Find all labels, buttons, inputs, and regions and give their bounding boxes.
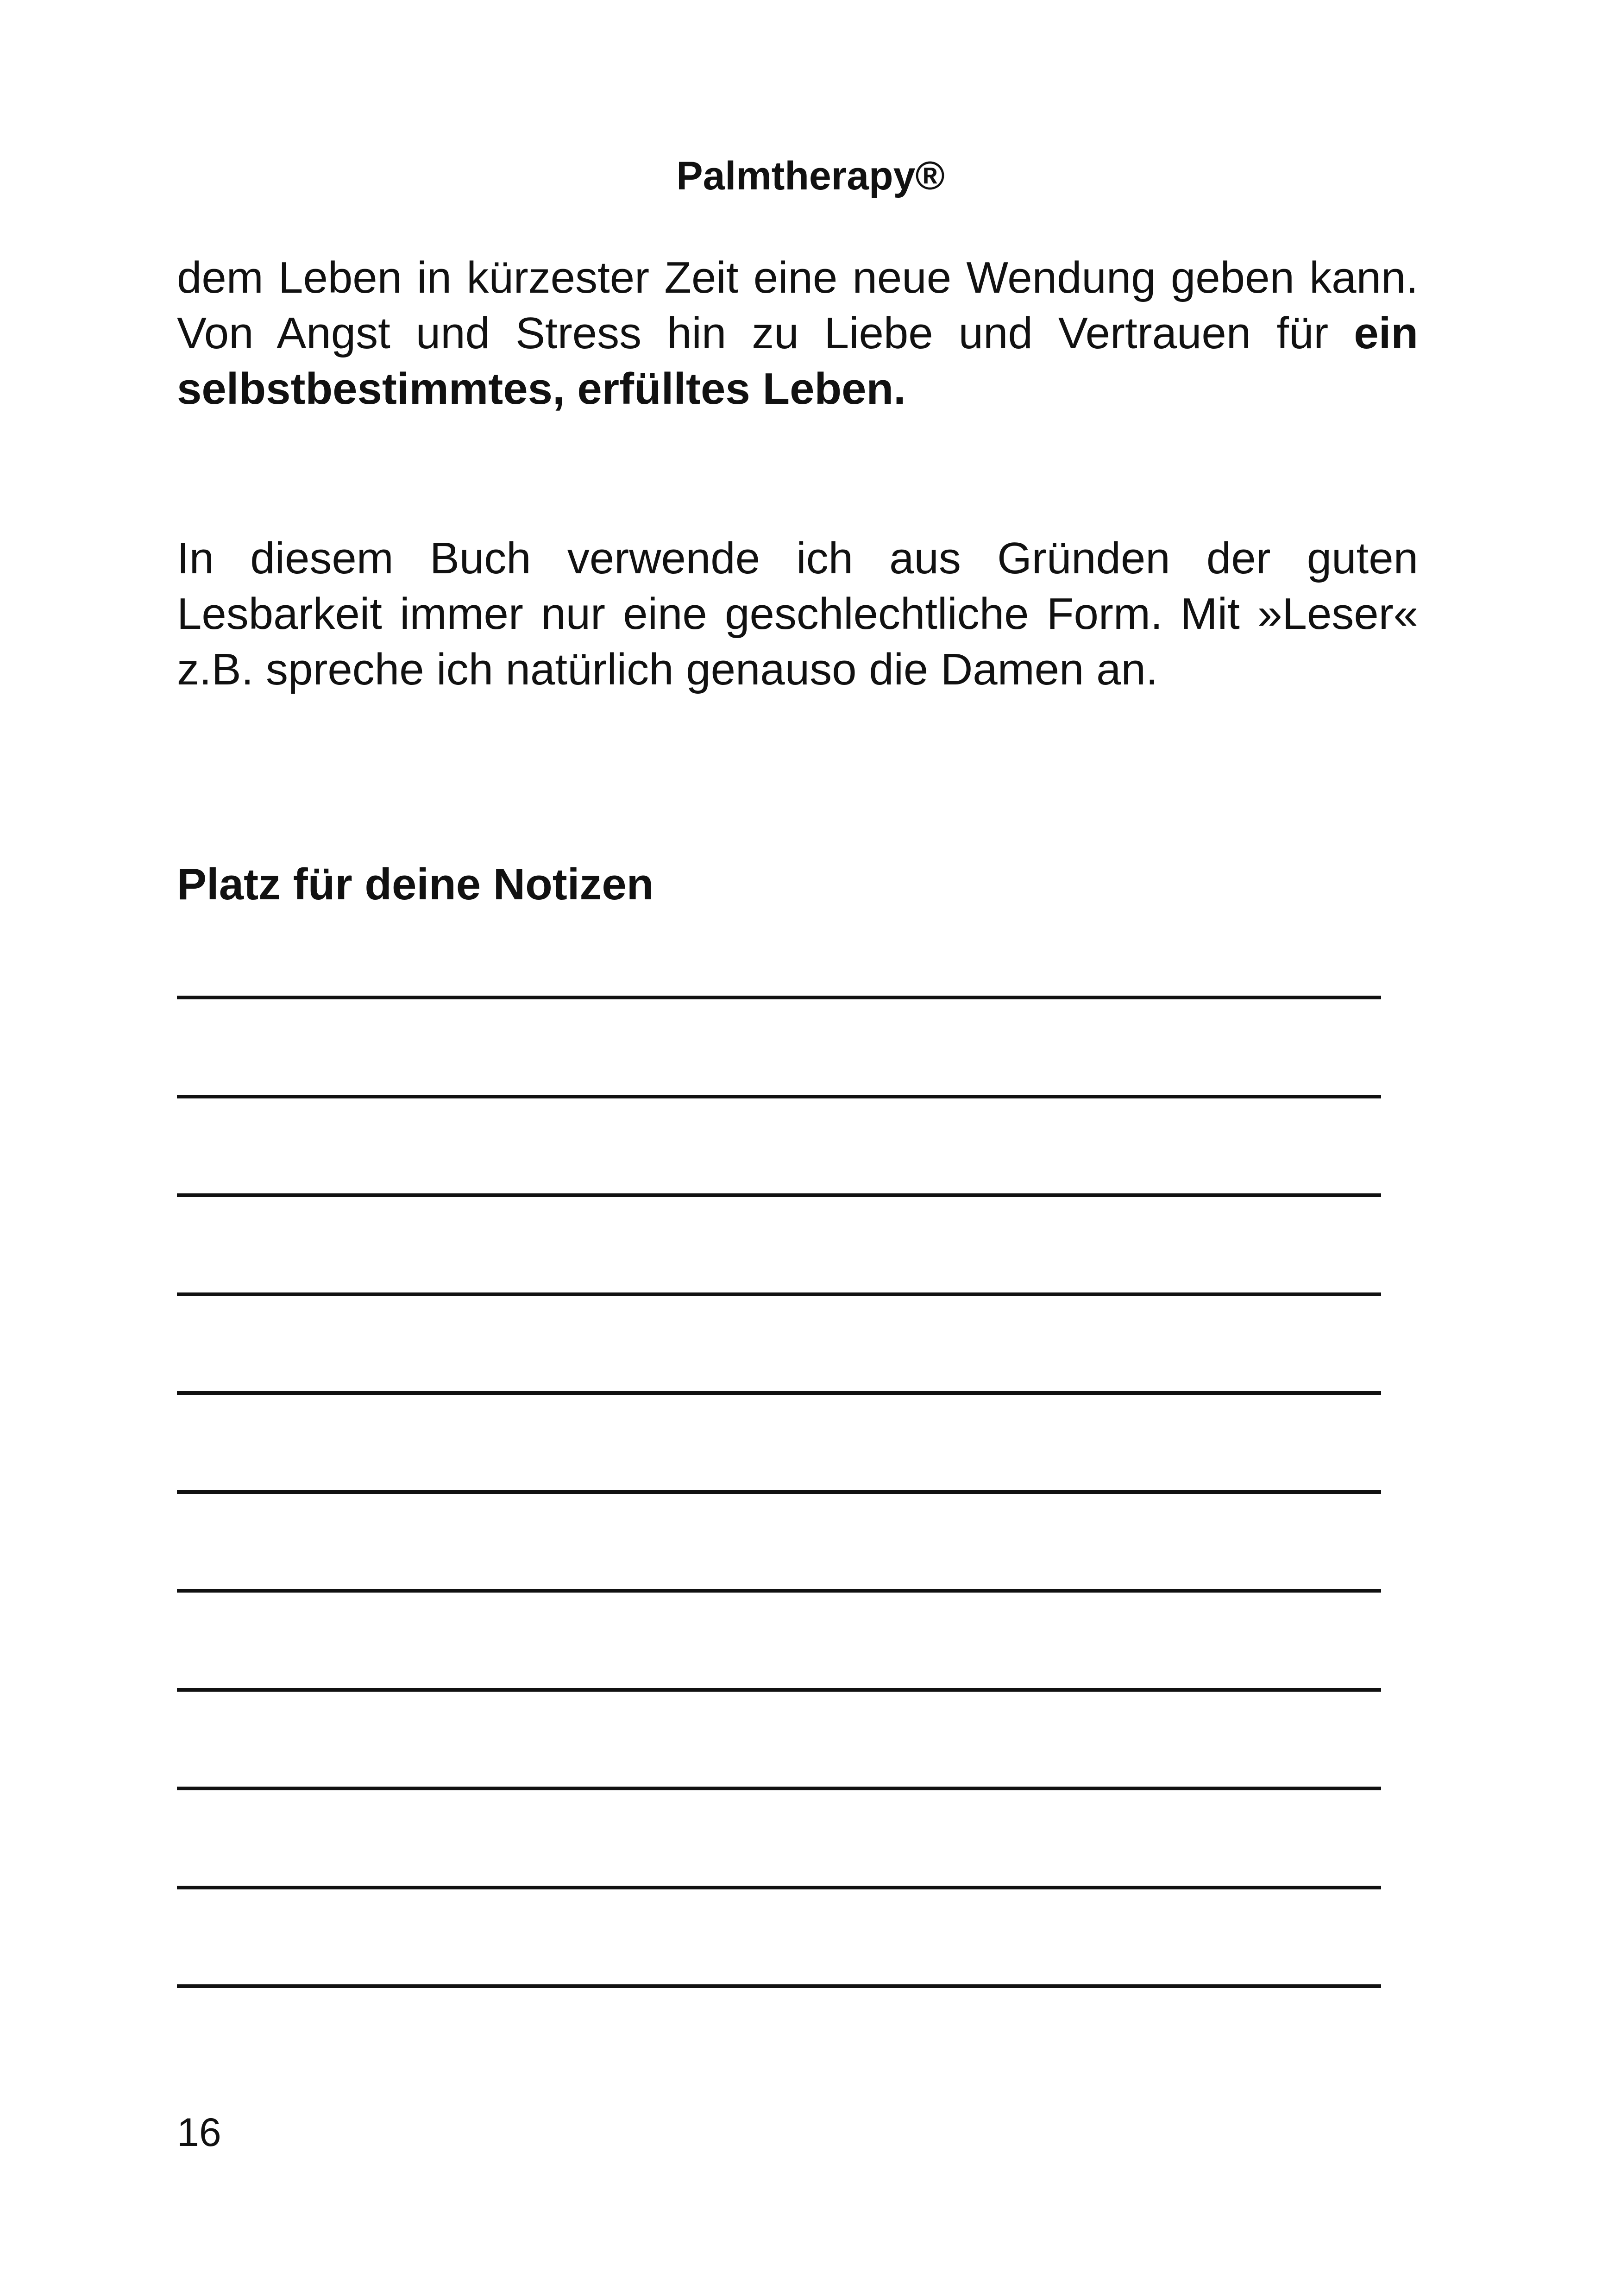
paragraph-intro-line-2-bold: ein [1354, 308, 1418, 358]
notes-heading: Platz für deine Notizen [177, 859, 654, 909]
paragraph-intro-line-3: selbstbestimmtes, erfülltes Leben. [177, 364, 906, 414]
paragraph-gender-note-line-3: z.B. spreche ich natürlich genauso die Damen an. [177, 645, 1158, 694]
paragraph-intro [177, 250, 1418, 417]
paragraph-gender-note [177, 531, 1418, 697]
paragraph-intro-line-1: dem Leben in kürzester Zeit eine neue Wendung geben kann. [177, 253, 1418, 302]
note-line [177, 1193, 1381, 1197]
note-line [177, 1886, 1381, 1889]
running-head: Palmtherapy® [676, 154, 945, 198]
note-line [177, 1490, 1381, 1494]
note-line [177, 1688, 1381, 1692]
note-line [177, 1095, 1381, 1098]
note-line [177, 1292, 1381, 1296]
note-line [177, 1589, 1381, 1593]
page-number: 16 [177, 2110, 221, 2155]
paragraph-gender-note-line-1: In diesem Buch verwende ich aus Gründen der guten [177, 533, 1418, 583]
note-line [177, 996, 1381, 999]
paragraph-intro-line-2-text: Von Angst und Stress hin zu Liebe und Vertrauen für [177, 308, 1354, 358]
paragraph-gender-note-line-2: Lesbarkeit immer nur eine geschlechtliche Form. Mit »Leser« [177, 589, 1418, 639]
note-line [177, 1391, 1381, 1395]
note-line [177, 1984, 1381, 1988]
paragraph-intro-line-2 [177, 306, 1418, 361]
note-line [177, 1787, 1381, 1790]
